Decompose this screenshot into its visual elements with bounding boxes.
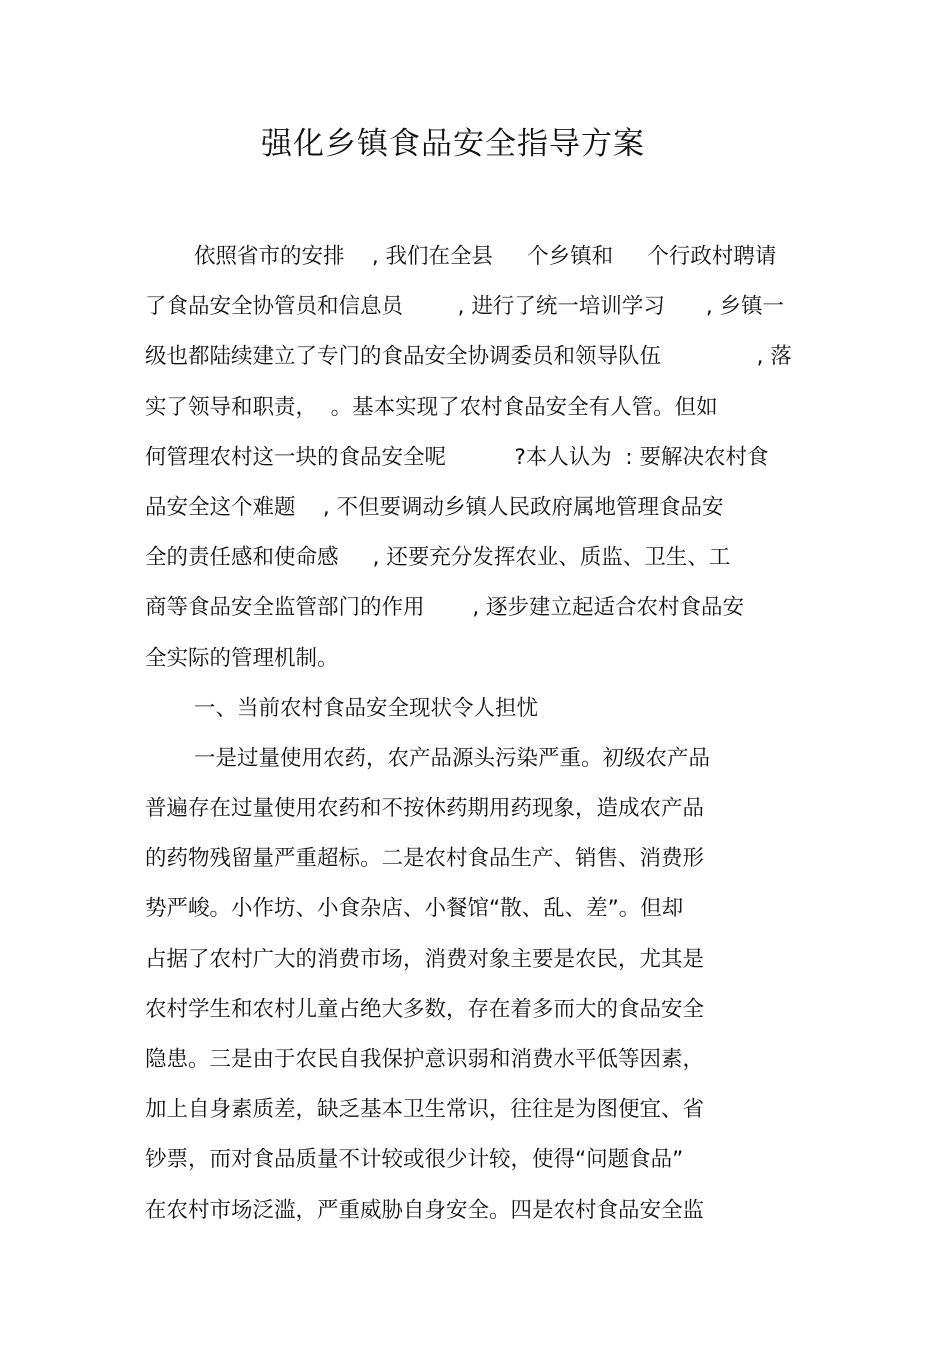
- body-line: 全的责任感和使命感 , 还要充分发挥农业、质监、卫生、工: [145, 545, 731, 571]
- body-line: 依照省市的安排 , 我们在全县 个乡镇和 个行政村聘请: [194, 244, 777, 269]
- body-line: 势严峻。小作坊、小食杂店、小餐馆“散、乱、差”。但却: [145, 896, 684, 922]
- body-line: 占据了农村广大的消费市场，消费对象主要是农民，尤其是: [145, 946, 705, 972]
- body-line: 了食品安全协管员和信息员 , 进行了统一培训学习 , 乡镇一: [145, 294, 785, 320]
- body-line: 隐患。三是由于农民自我保护意识弱和消费水平低等因素，: [145, 1047, 705, 1072]
- body-line: 何管理农村这一块的食品安全呢 ?本人认为 : 要解决农村食: [145, 444, 769, 470]
- body-line: 级也都陆续建立了专门的食品安全协调委员和领导队伍 , 落: [145, 344, 792, 370]
- body-line: 一是过量使用农药，农产品源头污染严重。初级农产品: [194, 745, 711, 771]
- body-line: 商等食品安全监管部门的作用 , 逐步建立起适合农村食品安: [145, 595, 745, 621]
- body-line: 一、当前农村食品安全现状令人担忧: [194, 695, 539, 721]
- document-body: [145, 232, 835, 1236]
- body-line: 在农村市场泛滥，严重威胁自身安全。四是农村食品安全监: [145, 1197, 705, 1223]
- body-line: 农村学生和农村儿童占绝大多数，存在着多而大的食品安全: [145, 996, 705, 1022]
- body-line: 的药物残留量严重超标。二是农村食品生产、销售、消费形: [145, 846, 705, 872]
- body-line: 全实际的管理机制。: [145, 645, 339, 671]
- body-line: 实了领导和职责， 。基本实现了农村食品安全有人管。但如: [145, 394, 718, 420]
- document-title: 强化乡镇食品安全指导方案: [261, 126, 645, 162]
- body-line: 加上自身素质差，缺乏基本卫生常识，往往是为图便宜、省: [145, 1097, 705, 1123]
- body-line: 钞票，而对食品质量不计较或很少计较，使得“问题食品”: [145, 1147, 684, 1173]
- body-line: 品安全这个难题 , 不但要调动乡镇人民政府属地管理食品安: [145, 494, 724, 520]
- body-line: 普遍存在过量使用农药和不按休药期用药现象，造成农产品: [145, 796, 705, 822]
